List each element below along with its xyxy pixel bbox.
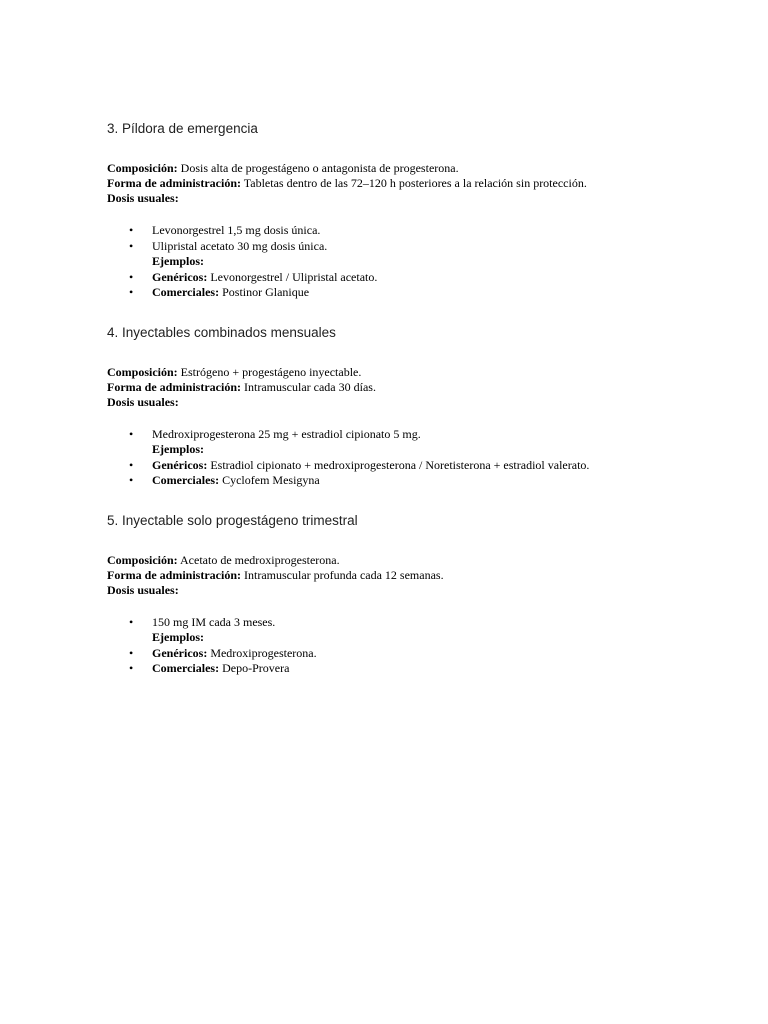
composition-value: Acetato de medroxiprogesterona. (177, 552, 340, 567)
dosage-heading: Dosis usuales: (107, 394, 179, 409)
administration-value: Intramuscular cada 30 días. (241, 379, 376, 394)
list-item: • 150 mg IM cada 3 meses. (127, 615, 727, 631)
composition-line (107, 553, 727, 568)
composition-line (107, 161, 727, 176)
list-item-generics: • Genéricos: Estradiol cipionato + medroxiprogesterona / Noretisterona + estradiol valerato. (127, 458, 727, 474)
composition-label: Composición: (107, 364, 178, 379)
examples-label-item: Ejemplos: (152, 630, 204, 644)
dosage-list (107, 223, 727, 301)
section-monthly-injectables (107, 323, 727, 489)
list-item-generics: • Genéricos: Levonorgestrel / Ulipristal acetato. (127, 270, 727, 286)
document-page (107, 119, 727, 699)
section-heading: 3. Píldora de emergencia (107, 121, 258, 136)
list-item-generics: • Genéricos: Medroxiprogesterona. (127, 646, 727, 662)
administration-label: Forma de administración: (107, 567, 241, 582)
dosage-heading: Dosis usuales: (107, 191, 179, 205)
examples-label-item: Ejemplos: (152, 442, 204, 456)
composition-label: Composición: (107, 552, 178, 567)
administration-line (107, 380, 727, 395)
list-item-brands: • Comerciales: Cyclofem Mesigyna (127, 473, 727, 489)
administration-line (107, 176, 727, 191)
section-heading: 4. Inyectables combinados mensuales (107, 324, 336, 340)
section-heading: 5. Inyectable solo progestágeno trimestral (107, 512, 358, 528)
list-item: • Levonorgestrel 1,5 mg dosis única. (127, 223, 727, 239)
composition-label: Composición: (107, 161, 178, 175)
administration-label: Forma de administración: (107, 176, 241, 190)
section-emergency-pill (107, 119, 727, 301)
dosage-heading: Dosis usuales: (107, 582, 179, 597)
list-item: • Ulipristal acetato 30 mg dosis única. (127, 239, 727, 255)
administration-value: Intramuscular profunda cada 12 semanas. (241, 567, 444, 582)
composition-value: Dosis alta de progestágeno o antagonista de progesterona. (177, 161, 459, 175)
examples-label-item: Ejemplos: (152, 254, 204, 268)
composition-line (107, 365, 727, 380)
dosage-list (107, 427, 727, 489)
administration-line (107, 568, 727, 583)
section-quarterly-injectable (107, 511, 727, 677)
composition-value: Estrógeno + progestágeno inyectable. (177, 364, 362, 379)
list-item-brands: • Comerciales: Postinor Glanique (127, 285, 727, 301)
administration-label: Forma de administración: (107, 379, 241, 394)
dosage-list (107, 615, 727, 677)
administration-value: Tabletas dentro de las 72–120 h posteriores a la relación sin protección. (241, 176, 587, 190)
list-item: • Medroxiprogesterona 25 mg + estradiol cipionato 5 mg. (127, 427, 727, 443)
list-item-brands: • Comerciales: Depo-Provera (127, 661, 727, 677)
